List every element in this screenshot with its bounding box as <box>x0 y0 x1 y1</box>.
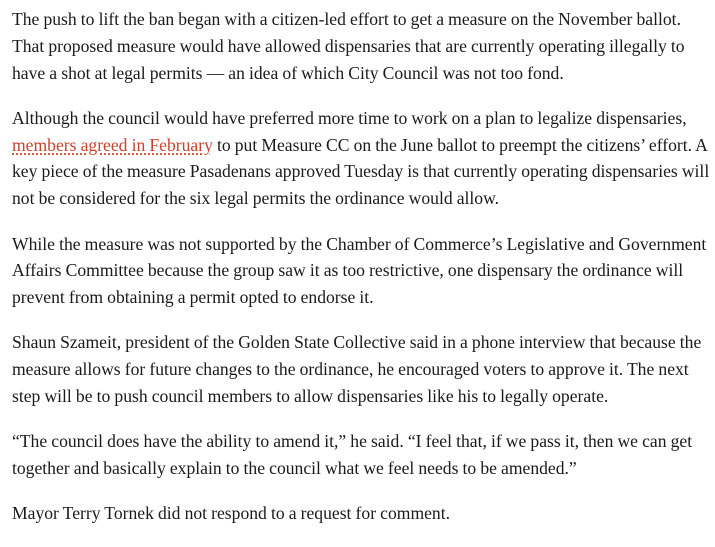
article-paragraph-quote: “The council does have the ability to amend it,” he said. “I feel that, if we pass it, then we can get together and basically explain to the council what we feel needs to be amended.” <box>12 431 693 479</box>
article-paragraph-measure-cc <box>12 105 712 212</box>
article-paragraph-chamber-of-commerce: While the measure was not supported by the Chamber of Commerce’s Legislative and Government Affairs Committee because the group saw it as too restrictive, one dispensary the ordinance will prevent from obtaining a permit opted to endorse it. <box>12 233 707 308</box>
paragraph-text-before-link: Although the council would have preferred more time to work on a plan to legalize dispensaries, <box>12 107 687 128</box>
article-paragraph-ballot-effort: The push to lift the ban began with a citizen-led effort to get a measure on the November ballot. That proposed measure would have allowed dispensaries that are currently operating illegally to have a shot at legal permits — an idea of which City Council was not too fond. <box>12 9 685 83</box>
members-agreed-link[interactable]: members agreed in February <box>12 134 213 155</box>
article-paragraph-szameit-interview: Shaun Szameit, president of the Golden State Collective said in a phone interview that because the measure allows for future changes to the ordinance, he encouraged voters to approve it. The next step will be to push council members to allow dispensaries like his to legally operate. <box>12 332 702 407</box>
article-paragraph-mayor-no-comment: Mayor Terry Tornek did not respond to a request for comment. <box>12 503 451 524</box>
paragraph-text-after-link: to put Measure CC on the June ballot to preempt the citizens’ effort. A key piece of the measure Pasadenans approved Tuesday is that currently operating dispensaries will not be considered for the six legal permits the ordinance would allow. <box>12 134 710 209</box>
article-body <box>12 6 712 546</box>
